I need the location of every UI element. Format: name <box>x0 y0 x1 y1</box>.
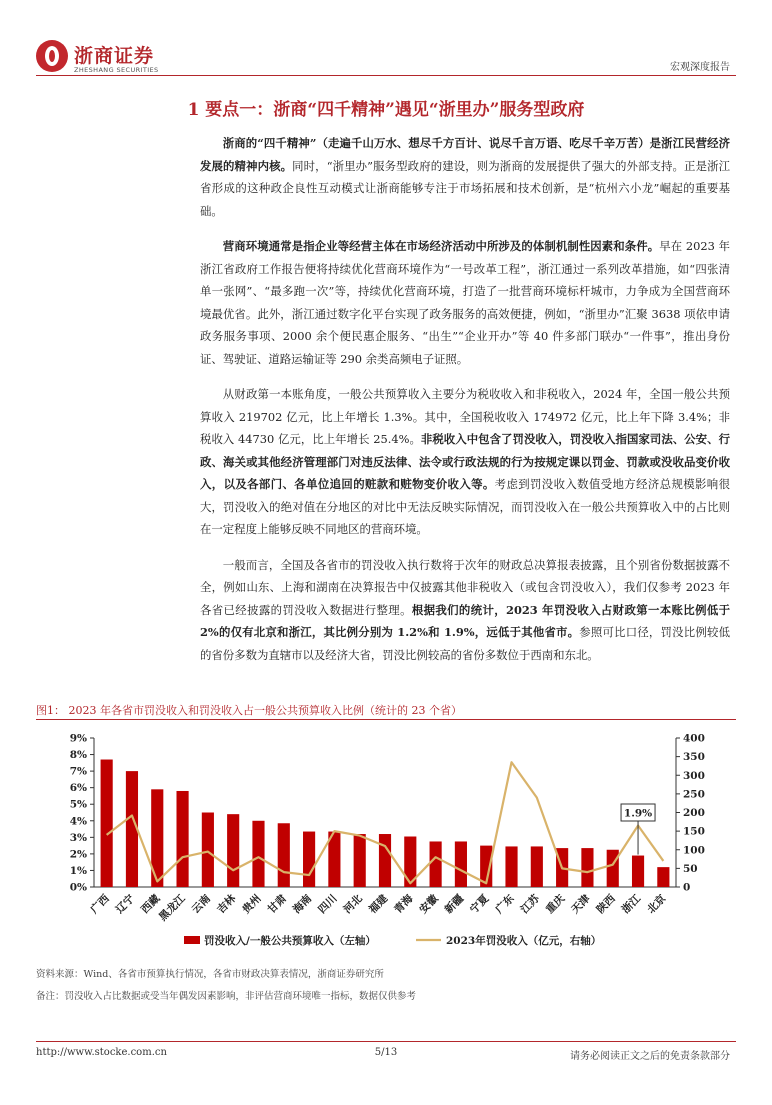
left-axis-tick-label: 2% <box>69 848 87 861</box>
left-axis-tick-label: 4% <box>69 815 87 828</box>
left-axis-tick-label: 1% <box>69 864 87 877</box>
figure-source: 资料来源：Wind、各省市预算执行情况，各省市财政决算表情况，浙商证券研究所 <box>36 969 384 980</box>
bar <box>581 848 593 887</box>
category-label: 北京 <box>645 892 669 916</box>
category-label: 辽宁 <box>113 892 138 916</box>
category-label: 西藏 <box>139 892 163 916</box>
category-label: 重庆 <box>543 892 568 916</box>
category-label: 四川 <box>316 892 340 916</box>
bar <box>531 846 543 887</box>
legend-line-label: 2023年罚没收入（亿元，右轴） <box>446 935 602 947</box>
bold-text-run: 浙商的“四千精神”（走遍千山万水、想尽千方百计、说尽千言万语、吃尽千辛万苦）是浙江民营经济发展的精神内核。 <box>200 136 730 173</box>
left-axis-tick-label: 3% <box>69 831 87 844</box>
right-axis-tick-label: 100 <box>683 844 705 857</box>
body-text <box>200 132 730 679</box>
left-axis-tick-label: 0% <box>69 881 87 894</box>
right-axis-tick-label: 400 <box>683 732 705 745</box>
left-axis-tick-label: 7% <box>69 765 87 778</box>
bar <box>101 760 113 887</box>
bar <box>278 823 290 887</box>
category-label: 新疆 <box>442 892 467 916</box>
bar <box>607 850 619 887</box>
bar <box>252 821 264 887</box>
category-label: 黑龙江 <box>156 892 188 924</box>
header-divider <box>36 75 736 76</box>
category-label: 吉林 <box>214 892 239 916</box>
paragraph <box>200 383 730 541</box>
bar <box>379 834 391 887</box>
right-axis-tick-label: 0 <box>683 881 691 894</box>
legend-bar-swatch <box>184 936 200 944</box>
right-axis-tick-label: 50 <box>683 862 698 875</box>
category-label: 广西 <box>88 892 112 916</box>
paragraph <box>200 235 730 370</box>
category-label: 海南 <box>290 892 315 916</box>
right-axis-tick-label: 150 <box>683 825 705 838</box>
bar <box>632 856 644 887</box>
figure-divider <box>36 719 736 720</box>
category-label: 天津 <box>569 892 593 916</box>
bar <box>202 813 214 888</box>
text-run: 从财政第一本账角度，一般公共预算收入主要分为税收收入和非税收入，2024 年，全国一般公共预算收入 219702 亿元，比上年增长 1.3%。其中，全国税收收入 174972 亿元，比上年下降 3.4%；非税收入 44730 亿元，比上年增长 25.4%。 <box>200 387 730 446</box>
category-label: 广东 <box>493 892 517 916</box>
bar <box>505 846 517 887</box>
report-type-label: 宏观深度报告 <box>670 62 730 73</box>
category-label: 江苏 <box>518 892 542 916</box>
left-axis-tick-label: 5% <box>69 798 87 811</box>
left-axis-tick-label: 9% <box>69 732 87 745</box>
left-axis-tick-label: 6% <box>69 782 87 795</box>
bar <box>227 814 239 887</box>
footer-disclaimer: 请务必阅读正文之后的免责条款部分 <box>570 1051 730 1062</box>
combo-chart <box>36 724 736 962</box>
text-run: 一般而言，全国及各省市的罚没收入执行数将于次年的财政总决算报表披露，且个别省份数据披露不全，例如山东、上海和湖南在决算报告中仅披露其他非税收入（或包含罚没收入），我们仅参考 2023 年各省已经披露的罚没收入数据进行整理。 <box>200 557 730 617</box>
annotation-label: 1.9% <box>623 807 653 820</box>
bold-text-run: 根据我们的统计，2023 年罚没收入占财政第一本账比例低于 2%的仅有北京和浙江，其比例分别为 1.2%和 1.9%，远低于其他省市。 <box>200 602 730 639</box>
page-header <box>0 0 772 80</box>
category-label: 浙江 <box>619 892 644 916</box>
bold-text-run: 非税收入中包含了罚没收入，罚没收入指国家司法、公安、行政、海关或其他经济管理部门对违反法律、法令或行政法规的行为按规定课以罚金、罚款或没收品变价收入，以及各部门、各单位追回的赃款和赃物变价收入等。 <box>200 432 730 491</box>
logo-text-cn: 浙商证券 <box>74 45 155 67</box>
category-label: 贵州 <box>240 892 264 916</box>
paragraph <box>200 554 730 667</box>
figure-caption: 图1： 2023 年各省市罚没收入和罚没收入占一般公共预算收入比例（统计的 23 个省） <box>36 704 462 717</box>
text-run: 同时，“浙里办”服务型政府的建设，则为浙商的发展提供了强大的外部支持。正是浙江省形成的这种政企良性互动模式让浙商能够专注于市场拓展和技术创新，是“杭州六小龙”崛起的重要基础。 <box>200 158 730 218</box>
bar <box>354 834 366 887</box>
category-label: 陕西 <box>594 892 618 916</box>
bar <box>430 841 442 887</box>
logo-text-en: ZHESHANG SECURITIES <box>74 66 159 74</box>
bar <box>303 832 315 887</box>
category-label: 河北 <box>341 892 365 916</box>
logo-mark-icon <box>36 40 68 72</box>
left-axis-tick-label: 8% <box>69 749 87 762</box>
section-title: 1 要点一：浙商“四千精神”遇见“浙里办”服务型政府 <box>187 100 585 120</box>
figure-note: 备注：罚没收入占比数据或受当年偶发因素影响，非评估营商环境唯一指标，数据仅供参考 <box>36 991 417 1002</box>
footer-url: http://www.stocke.com.cn <box>36 1047 167 1058</box>
text-run: 早在 2023 年浙江省政府工作报告便将持续优化营商环境作为“一号改革工程”，浙江通过一系列改革措施，如“四张清单一张网”、“最多跑一次”等，持续优化营商环境，打造了一批营商环境标杆城市，力争成为全国营商环境最优省。此外，浙江通过数字化平台实现了政务服务的高效便捷，例如，“浙里办”汇聚 3638 项依申请政务服务事项、2000 余个便民惠企服务、“出生”“企业开办”等 40 件多部门联办“一件事”，推出身份证、驾驶证、道路运输证等 290 余类高频电子证照。 <box>200 239 730 366</box>
legend-bar-label: 罚没收入/一般公共预算收入（左轴） <box>204 935 376 947</box>
right-axis-tick-label: 300 <box>683 769 705 782</box>
right-axis-tick-label: 350 <box>683 751 705 764</box>
bar <box>657 867 669 887</box>
footer-divider <box>36 1041 736 1042</box>
right-axis-tick-label: 200 <box>683 807 705 819</box>
bar <box>176 791 188 887</box>
paragraph <box>200 132 730 222</box>
text-run: 参照可比口径，罚没比例较低的省份多数为直辖市以及经济大省，罚没比例较高的省份多数位于西南和东北。 <box>200 625 730 662</box>
text-run: 考虑到罚没收入数值受地方经济总规模影响很大，罚没收入的绝对值在分地区的对比中无法反映实际情况，而罚没收入在一般公共预算收入中的占比则在一定程度上能够反映不同地区的营商环境。 <box>200 477 730 536</box>
company-logo <box>36 40 159 76</box>
category-label: 青海 <box>392 892 416 916</box>
category-label: 甘肃 <box>265 892 289 916</box>
category-label: 安徽 <box>417 892 441 916</box>
category-label: 云南 <box>189 892 213 916</box>
page-number: 5/13 <box>374 1047 398 1058</box>
bold-text-run: 营商环境通常是指企业等经营主体在市场经济活动中所涉及的体制机制性因素和条件。 <box>222 239 660 253</box>
bar <box>455 841 467 887</box>
category-label: 福建 <box>366 892 391 916</box>
category-label: 宁夏 <box>468 892 492 916</box>
right-axis-tick-label: 250 <box>683 788 705 801</box>
